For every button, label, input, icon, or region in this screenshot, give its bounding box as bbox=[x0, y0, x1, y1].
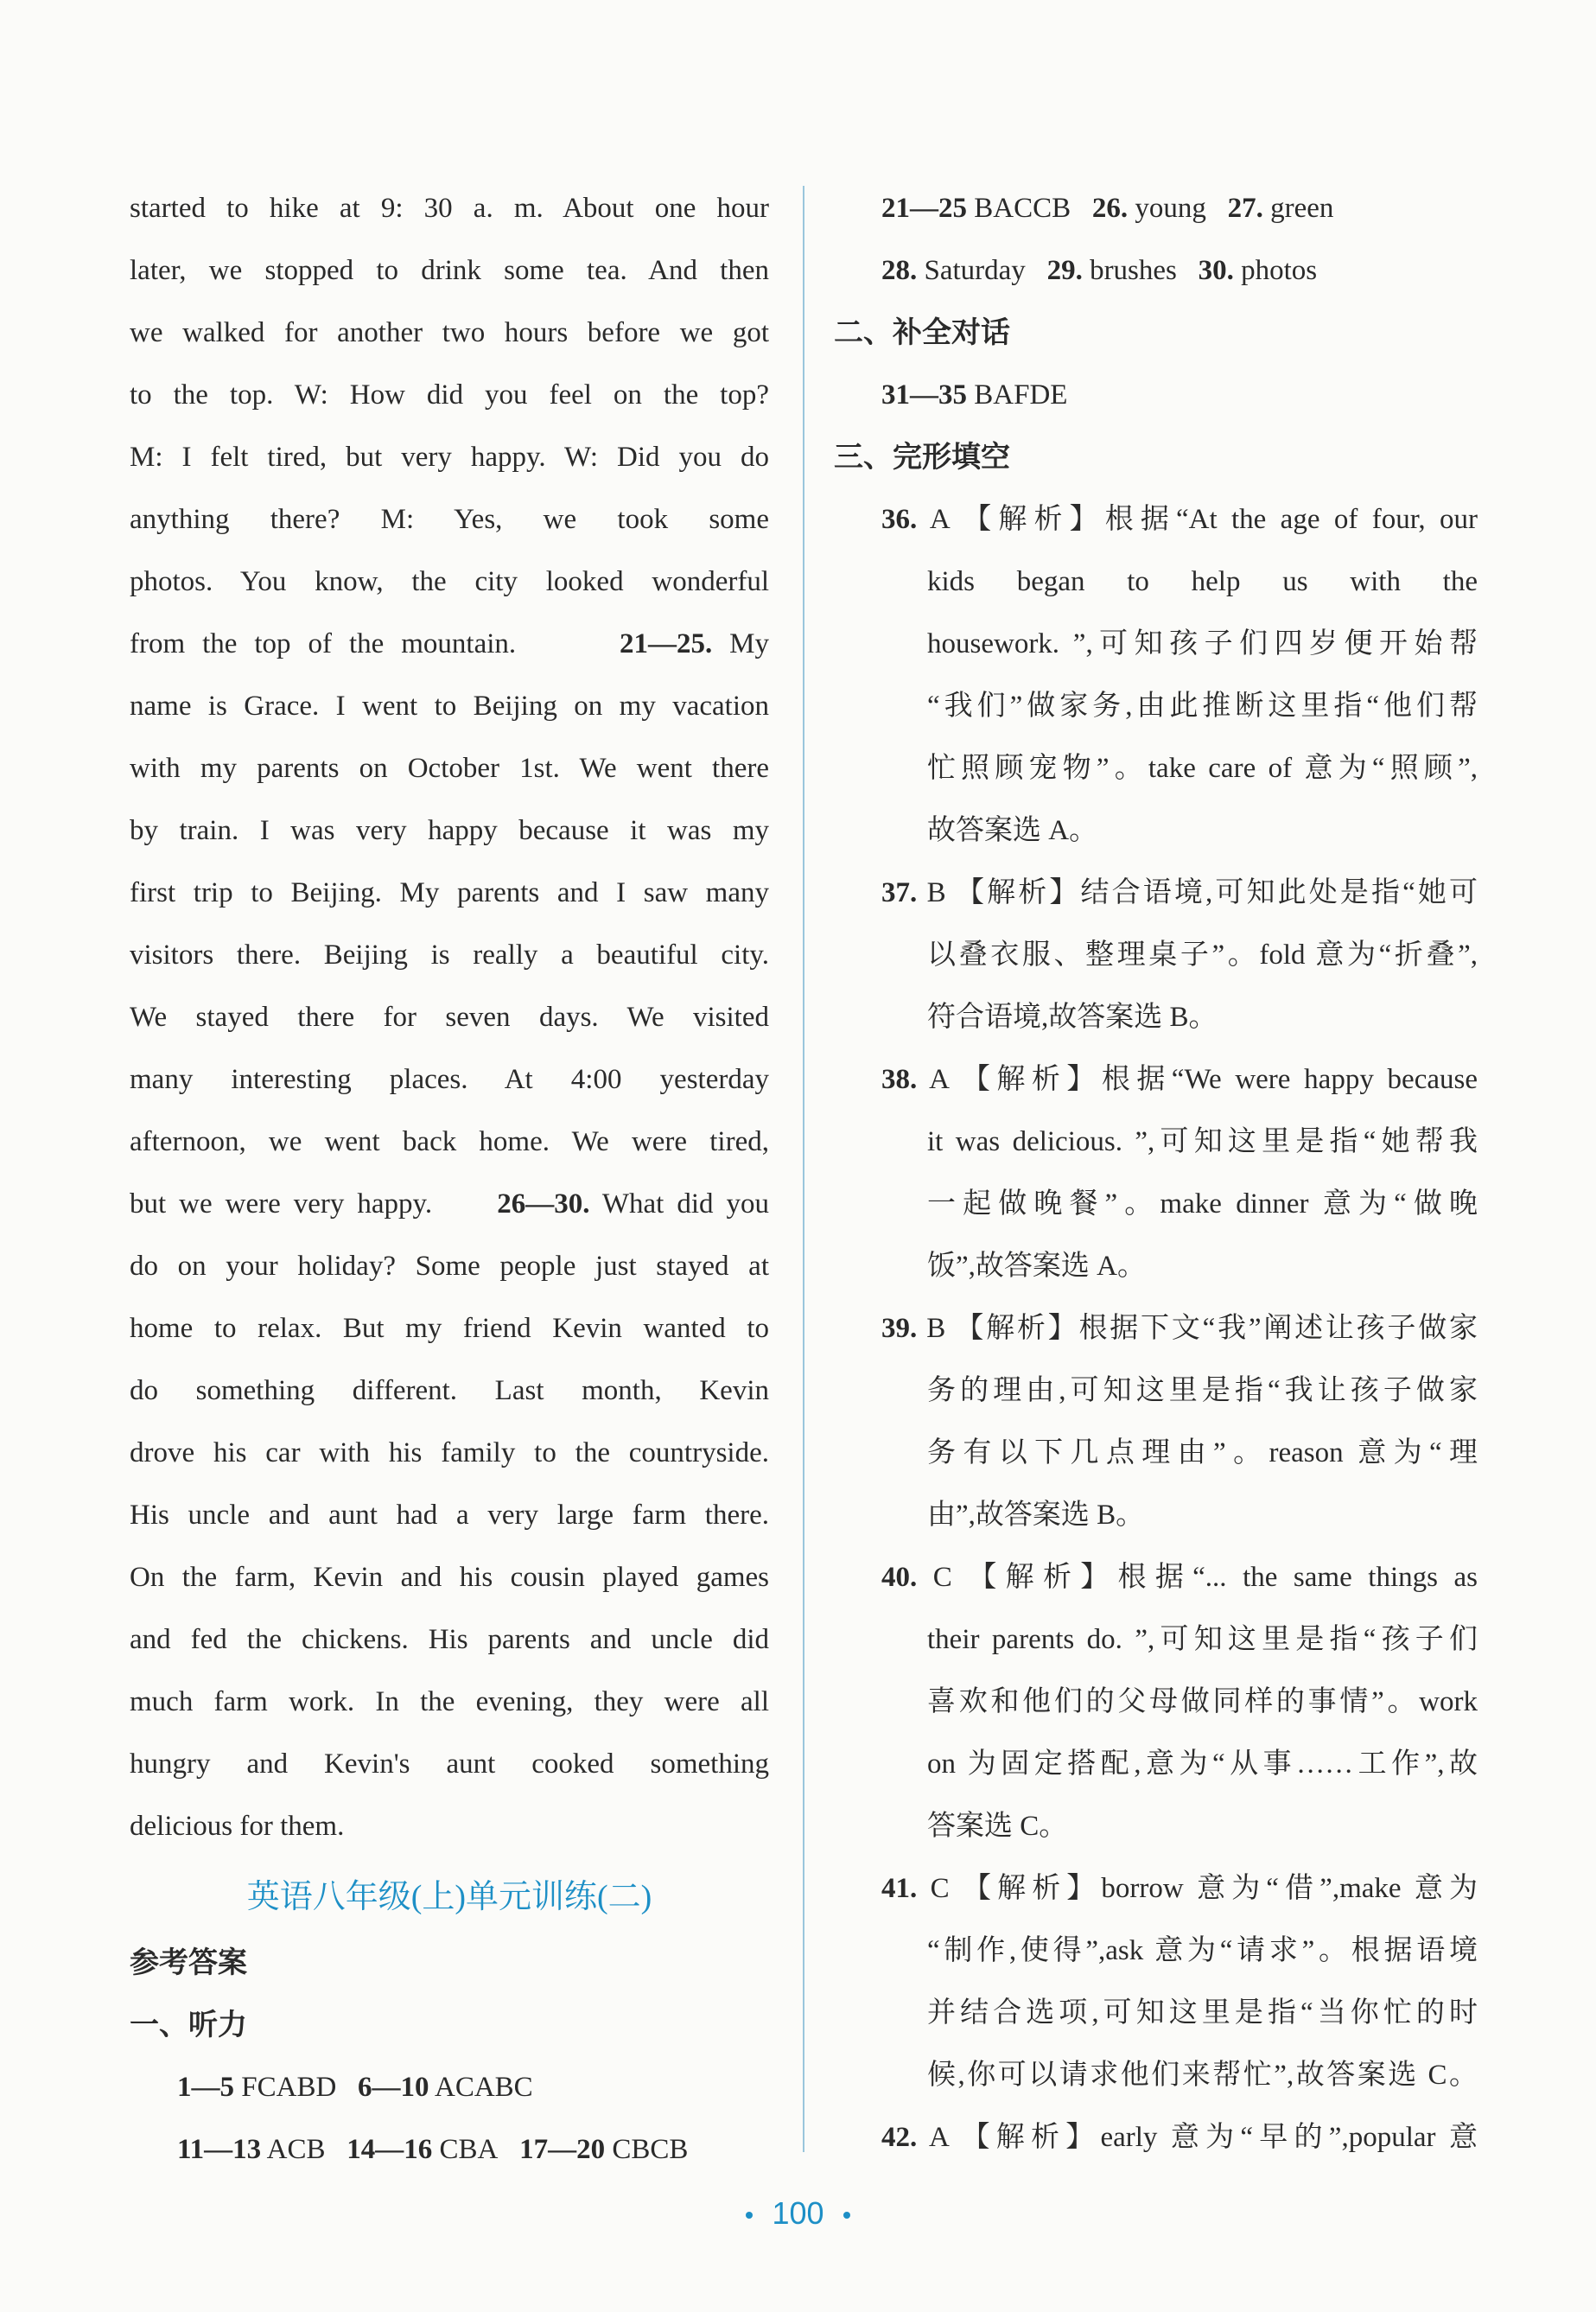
answer-value: ACABC bbox=[434, 2072, 533, 2103]
answer-line bbox=[834, 177, 1478, 239]
answer-value: brushes bbox=[1090, 255, 1177, 286]
text-line: many interesting places. At 4:00 yesterday bbox=[130, 1064, 769, 1095]
text-line: On the farm, Kevin and his cousin played games bbox=[130, 1562, 769, 1593]
explanation-text: A 【解析】early 意为“早的”,popular 意 bbox=[928, 2122, 1478, 2153]
column-divider bbox=[803, 186, 804, 2152]
answer-value: CBA bbox=[439, 2134, 499, 2165]
page-footer bbox=[0, 2195, 1596, 2232]
answer-value: Saturday bbox=[924, 255, 1026, 286]
question-range-label: 21—25. bbox=[619, 628, 713, 659]
explanation-line: on 为固定搭配,意为“从事……工作”,故 bbox=[927, 1748, 1478, 1780]
answer-value: FCABD bbox=[241, 2072, 337, 2103]
explanation-line: their parents do. ”,可知这里是指“孩子们 bbox=[927, 1624, 1478, 1655]
question-number: 27. bbox=[1227, 193, 1263, 224]
section-title: 英语八年级(上)单元训练(二) bbox=[246, 1879, 652, 1915]
explanation-line: 故答案选 A。 bbox=[927, 815, 1098, 846]
answer-line bbox=[834, 364, 1478, 426]
left-column bbox=[130, 177, 769, 2181]
answer-value: BACCB bbox=[974, 193, 1071, 224]
question-range-label: 14—16 bbox=[347, 2134, 433, 2165]
text-line: We stayed there for seven days. We visited bbox=[130, 1002, 769, 1033]
answer-value: photos bbox=[1241, 255, 1318, 286]
explanation-line: 以叠衣服、整理桌子”。fold 意为“折叠”, bbox=[927, 939, 1478, 971]
answer-value: CBCB bbox=[612, 2134, 689, 2165]
right-column bbox=[834, 177, 1478, 2169]
footer-dot bbox=[843, 2212, 850, 2219]
question-range-label: 1—5 bbox=[177, 2072, 234, 2103]
explanation-line: 务有以下几点理由”。reason 意为“理 bbox=[927, 1437, 1478, 1468]
explanation-line: 务的理由,可知这里是指“我让孩子做家 bbox=[927, 1375, 1478, 1406]
text-line: visitors there. Beijing is really a beautiful city. bbox=[130, 939, 769, 971]
question-range-label: 31—35 bbox=[881, 379, 967, 411]
text-line: by train. I was very happy because it was my bbox=[130, 815, 769, 846]
explanation-line: 候,你可以请求他们来帮忙”,故答案选 C。 bbox=[927, 2060, 1478, 2091]
question-range-label: 11—13 bbox=[177, 2134, 262, 2165]
explanation-line bbox=[834, 862, 1478, 924]
question-number: 37. bbox=[881, 877, 918, 908]
question-range-label: 21—25 bbox=[881, 193, 967, 224]
text-line: started to hike at 9: 30 a. m. About one hour bbox=[130, 193, 769, 224]
listening-heading: 一、听力 bbox=[130, 2008, 247, 2042]
explanation-line bbox=[834, 2106, 1478, 2169]
text-line: home to relax. But my friend Kevin wanted to bbox=[130, 1313, 769, 1344]
text-line: afternoon, we went back home. We were tired, bbox=[130, 1126, 769, 1157]
footer-dot bbox=[746, 2212, 753, 2219]
explanation-text: C 【解析】根据“... the same things as bbox=[932, 1562, 1478, 1593]
question-number: 40. bbox=[881, 1562, 918, 1593]
explanation-text: A 【解析】根据“At the age of four, our bbox=[929, 504, 1478, 535]
question-number: 41. bbox=[881, 1873, 918, 1904]
answer-line bbox=[130, 2056, 769, 2118]
explanation-text: B 【解析】结合语境,可知此处是指“她可 bbox=[926, 877, 1478, 908]
text-line: M: I felt tired, but very happy. W: Did you do bbox=[130, 442, 769, 473]
explanation-line: 饭”,故答案选 A。 bbox=[927, 1251, 1146, 1282]
explanation-line: it was delicious. ”,可知这里是指“她帮我 bbox=[927, 1126, 1478, 1157]
explanation-text: A 【解析】根据“We were happy because bbox=[929, 1064, 1478, 1095]
question-number: 26. bbox=[1091, 193, 1129, 224]
text-line bbox=[130, 613, 769, 675]
text-line: anything there? M: Yes, we took some bbox=[130, 504, 769, 535]
question-number: 36. bbox=[881, 504, 918, 535]
explanation-line: “我们”做家务,由此推断这里指“他们帮 bbox=[927, 691, 1478, 722]
question-range-label: 26—30. bbox=[497, 1188, 590, 1220]
question-range-label: 17—20 bbox=[519, 2134, 606, 2165]
answer-value: young bbox=[1135, 193, 1206, 224]
explanation-line: 符合语境,故答案选 B。 bbox=[927, 1002, 1218, 1033]
text-line: do something different. Last month, Kevin bbox=[130, 1375, 769, 1406]
text-segment: from the top of the mountain. bbox=[130, 628, 517, 659]
explanation-line: 喜欢和他们的父母做同样的事情”。work bbox=[927, 1686, 1478, 1717]
text-line: do on your holiday? Some people just stayed at bbox=[130, 1251, 769, 1282]
explanation-line: 一起做晚餐”。make dinner 意为“做晚 bbox=[927, 1188, 1478, 1220]
question-number: 30. bbox=[1198, 255, 1234, 286]
text-line: later, we stopped to drink some tea. And then bbox=[130, 255, 769, 286]
text-line: to the top. W: How did you feel on the top? bbox=[130, 379, 769, 411]
text-line: and fed the chickens. His parents and uncle did bbox=[130, 1624, 769, 1655]
answer-line bbox=[130, 2118, 769, 2181]
explanation-line: 并结合选项,可知这里是指“当你忙的时 bbox=[927, 1997, 1478, 2029]
question-number: 29. bbox=[1046, 255, 1083, 286]
question-number: 42. bbox=[881, 2122, 918, 2153]
explanation-line bbox=[834, 1297, 1478, 1360]
page-number: 100 bbox=[772, 2195, 824, 2231]
text-line: first trip to Beijing. My parents and I saw many bbox=[130, 877, 769, 908]
text-line: we walked for another two hours before we got bbox=[130, 317, 769, 348]
text-segment: What did you bbox=[589, 1188, 769, 1220]
explanation-line: “制作,使得”,ask 意为“请求”。根据语境 bbox=[927, 1935, 1478, 1966]
answer-line bbox=[834, 239, 1478, 302]
dialogue-heading: 二、补全对话 bbox=[834, 315, 1010, 350]
text-line: much farm work. In the evening, they were all bbox=[130, 1686, 769, 1717]
text-line: photos. You know, the city looked wonderful bbox=[130, 566, 769, 597]
explanation-line bbox=[834, 1546, 1478, 1608]
question-number: 38. bbox=[881, 1064, 918, 1095]
question-number: 28. bbox=[881, 255, 918, 286]
explanation-line: 忙照顾宠物”。take care of 意为“照顾”, bbox=[927, 753, 1478, 784]
explanation-line: 答案选 C。 bbox=[927, 1811, 1068, 1842]
text-line: with my parents on October 1st. We went there bbox=[130, 753, 769, 784]
explanation-line: kids began to help us with the bbox=[927, 566, 1478, 597]
cloze-heading: 三、完形填空 bbox=[834, 440, 1010, 475]
explanation-text: B 【解析】根据下文“我”阐述让孩子做家 bbox=[926, 1313, 1478, 1344]
explanation-line bbox=[834, 488, 1478, 551]
text-line: delicious for them. bbox=[130, 1811, 345, 1842]
text-line bbox=[130, 1173, 769, 1235]
explanation-text: C 【解析】borrow 意为“借”,make 意为 bbox=[930, 1873, 1478, 1904]
question-number: 39. bbox=[881, 1313, 918, 1344]
text-line: His uncle and aunt had a very large farm there. bbox=[130, 1500, 769, 1531]
text-segment: but we were very happy. bbox=[130, 1188, 433, 1220]
text-segment: My bbox=[712, 628, 769, 659]
explanation-line: housework. ”,可知孩子们四岁便开始帮 bbox=[927, 628, 1478, 659]
explanation-line: 由”,故答案选 B。 bbox=[927, 1500, 1145, 1531]
reference-answer-heading: 参考答案 bbox=[130, 1946, 247, 1980]
text-line: name is Grace. I went to Beijing on my vacation bbox=[130, 691, 769, 722]
answer-value: ACB bbox=[266, 2134, 326, 2165]
answer-value: BAFDE bbox=[974, 379, 1068, 411]
text-line: hungry and Kevin's aunt cooked something bbox=[130, 1748, 769, 1780]
explanation-line bbox=[834, 1048, 1478, 1111]
text-line: drove his car with his family to the countryside. bbox=[130, 1437, 769, 1468]
answer-value: green bbox=[1270, 193, 1334, 224]
question-range-label: 6—10 bbox=[358, 2072, 429, 2103]
explanation-line bbox=[834, 1857, 1478, 1920]
